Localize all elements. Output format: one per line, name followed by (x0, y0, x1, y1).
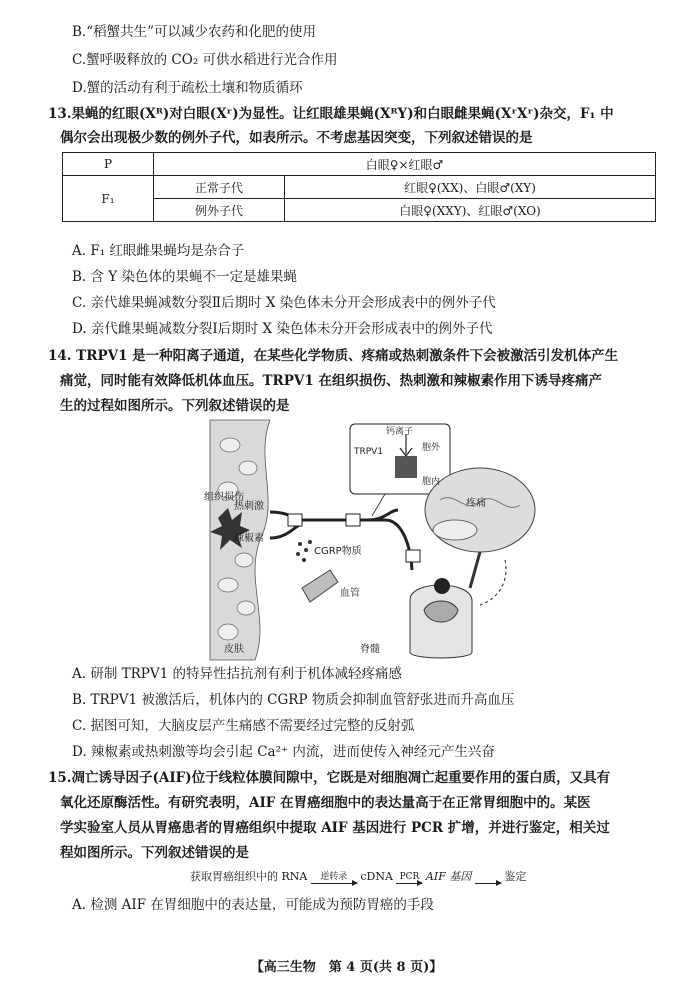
table-p-cross: 白眼♀×红眼♂ (154, 153, 656, 176)
brain-icon (425, 468, 535, 552)
q14-option-d: D. 辣椒素或热刺激等均会引起 Ca²⁺ 内流，进而使传入神经元产生兴奋 (72, 744, 495, 760)
q15-stem-line4: 程如图所示。下列叙述错误的是 (60, 845, 249, 861)
trpv1-channel-icon (288, 514, 302, 526)
q15-option-a: A. 检测 AIF 在胃细胞中的表达量，可能成为预防胃癌的手段 (72, 897, 434, 913)
flow-end: 鉴定 (504, 870, 527, 883)
q13-option-b: B. 含 Y 染色体的果蝇不一定是雄果蝇 (72, 269, 297, 285)
q14-stem-line2: 痛觉，同时能有效降低机体血压。TRPV1 在组织损伤、热刺激和辣椒素作用下诱导疼痛产 (60, 373, 602, 389)
flow-arrow (475, 882, 501, 884)
table-row-type: 正常子代 (154, 176, 285, 199)
q14-stem-line1: 14. TRPV1 是一种阳离子通道，在某些化学物质、疼痛或热刺激条件下会被激活引发机体产生 (48, 348, 619, 364)
q13-stem-line1: 13.果蝇的红眼(Xᴿ)对白眼(Xʳ)为显性。让红眼雄果蝇(XᴿY)和白眼雌果蝇(XʳXʳ)杂交，F₁ 中 (48, 106, 614, 122)
flow-step1: 逆转录 (320, 872, 348, 882)
label-cgrp: CGRP物质 (314, 546, 362, 557)
label-capsaicin: 辣椒素 (234, 533, 264, 544)
q13-option-a: A. F₁ 红眼雌果蝇均是杂合子 (72, 243, 245, 259)
q13-option-c: C. 亲代雄果蝇减数分裂Ⅱ后期时 X 染色体未分开会形成表中的例外子代 (72, 295, 496, 311)
table-row-type: 例外子代 (154, 199, 285, 222)
label-trpv1: TRPV1 (354, 447, 384, 457)
trpv1-channel-icon (406, 550, 420, 562)
q12-option-c: C.蟹呼吸释放的 CO₂ 可供水稻进行光合作用 (72, 52, 338, 68)
label-tissue-damage: 组织损伤 (204, 492, 244, 503)
table-row-value: 白眼♀(XXY)、红眼♂(XO) (285, 199, 656, 222)
table-p-label: P (63, 153, 154, 176)
q15-stem-line1: 15.凋亡诱导因子(AIF)位于线粒体膜间隙中，它既是对细胞凋亡起重要作用的蛋白质，又具有 (48, 770, 611, 786)
q12-option-d: D.蟹的活动有利于疏松土壤和物质循环 (72, 80, 303, 96)
q12-option-b: B.“稻蟹共生”可以减少农药和化肥的使用 (72, 24, 317, 40)
q13-option-d: D. 亲代雌果蝇减数分裂Ⅰ后期时 X 染色体未分开会形成表中的例外子代 (72, 321, 493, 337)
table-f1-label: F₁ (63, 176, 154, 222)
label-inside: 胞内 (422, 477, 441, 487)
q14-option-b: B. TRPV1 被激活后，机体内的 CGRP 物质会抑制血管舒张进而升高血压 (72, 692, 515, 708)
page-footer: 【高三生物 第 4 页(共 8 页)】 (250, 960, 443, 975)
q14-stem-line3: 生的过程如图所示。下列叙述错误的是 (60, 398, 290, 414)
ion-channel-icon (395, 456, 417, 478)
flow-gene: AIF 基因 (425, 870, 472, 883)
table-row-value: 红眼♀(XX)、白眼♂(XY) (285, 176, 656, 199)
q13-cross-table (62, 152, 656, 222)
trpv1-channel-icon (346, 514, 360, 526)
q13-stem-line2: 偶尔会出现极少数的例外子代，如表所示。不考虑基因突变，下列叙述错误的是 (60, 130, 533, 146)
pcr-flow-diagram (190, 868, 526, 884)
label-spine: 脊髓 (360, 644, 380, 655)
q15-stem-line3: 学实验室人员从胃癌患者的胃癌组织中提取 AIF 基因进行 PCR 扩增，并进行鉴定，相关过 (60, 820, 610, 836)
q15-stem-line2: 氧化还原酶活性。有研究表明，AIF 在胃癌细胞中的表达量高于在正常胃细胞中的。某医 (60, 795, 591, 811)
flow-arrow (311, 872, 357, 884)
label-calcium: 钙离子 (386, 427, 414, 437)
q14-option-c: C. 据图可知，大脑皮层产生痛感不需要经过完整的反射弧 (72, 718, 415, 734)
blood-vessel-icon (302, 570, 338, 602)
flow-start: 获取胃癌组织中的 RNA (190, 870, 308, 883)
label-pain: 疼痛 (466, 498, 486, 509)
flow-arrow (396, 872, 422, 884)
q14-option-a: A. 研制 TRPV1 的特异性拮抗剂有利于机体减轻疼痛感 (72, 666, 403, 682)
flow-cdna: cDNA (360, 870, 393, 883)
label-skin: 皮肤 (224, 644, 244, 655)
flow-step2: PCR (399, 872, 420, 882)
pain-pathway-figure (204, 420, 540, 660)
label-heat: 热刺激 (234, 501, 264, 512)
label-outside: 胞外 (422, 443, 441, 453)
label-vessel: 血管 (340, 588, 360, 599)
